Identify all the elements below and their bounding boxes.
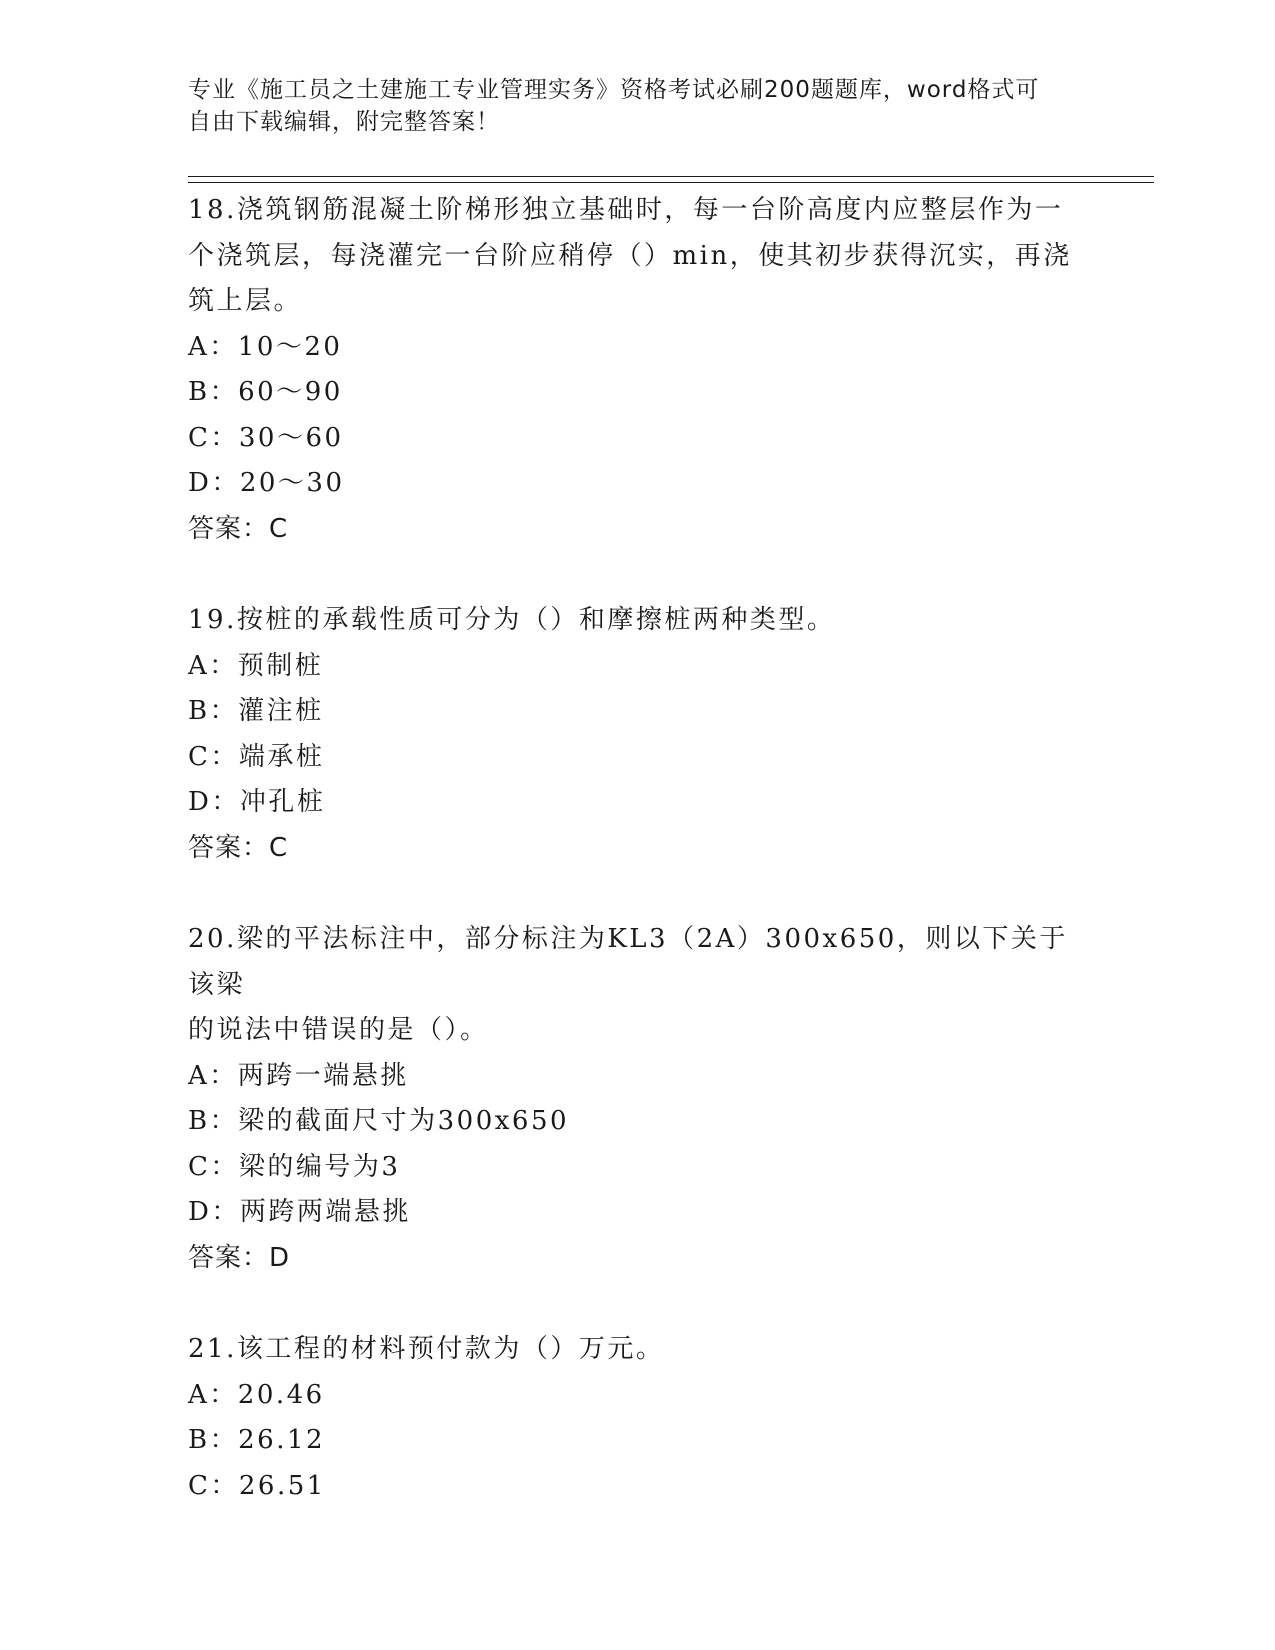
option-c: C：梁的编号为3 [188, 1151, 401, 1182]
header-divider-top [188, 176, 1154, 177]
question-18 [188, 188, 1088, 552]
question-stem-line: 20.梁的平法标注中，部分标注为KL3（2A）300x650，则以下关于该梁 [188, 924, 1068, 1000]
option-c: C：26.51 [188, 1470, 326, 1501]
option-c: C：端承桩 [188, 741, 325, 772]
option-b: B：灌注桩 [188, 696, 324, 726]
question-stem-line: 18.浇筑钢筋混凝土阶梯形独立基础时，每一台阶高度内应整层作为一 [188, 195, 1064, 225]
question-list [188, 188, 1088, 1555]
option-a: A：两跨一端悬挑 [188, 1060, 409, 1091]
option-d: D：冲孔桩 [188, 787, 326, 817]
option-b: B：26.12 [188, 1425, 326, 1455]
question-stem-line: 的说法中错误的是（）。 [188, 1015, 489, 1045]
header-line-1: 专业《施工员之土建施工专业管理实务》资格考试必刷200题题库，word格式可 [188, 77, 1040, 103]
document-header [188, 74, 1088, 138]
header-divider-bottom [188, 182, 1154, 183]
option-b: B：60～90 [188, 377, 343, 407]
question-20 [188, 917, 1088, 1281]
question-stem-line: 21.该工程的材料预付款为（）万元。 [188, 1334, 665, 1364]
question-stem-line: 筑上层。 [188, 286, 303, 316]
header-line-2: 自由下载编辑，附完整答案！ [188, 109, 500, 135]
option-b: B：梁的截面尺寸为300x650 [188, 1106, 570, 1136]
option-d: D：两跨两端悬挑 [188, 1197, 411, 1227]
option-a: A：10～20 [188, 331, 343, 362]
question-19 [188, 598, 1088, 871]
question-stem-line: 19.按桩的承载性质可分为（）和摩擦桩两种类型。 [188, 605, 836, 635]
option-a: A：预制桩 [188, 650, 324, 681]
answer-line: 答案：C [188, 832, 289, 863]
answer-line: 答案：C [188, 513, 289, 544]
option-a: A：20.46 [188, 1379, 325, 1410]
question-stem-line: 个浇筑层，每浇灌完一台阶应稍停（）min，使其初步获得沉实，再浇 [188, 240, 1072, 271]
option-d: D：20～30 [188, 468, 345, 498]
question-21 [188, 1327, 1088, 1509]
answer-line: 答案：D [188, 1242, 291, 1273]
option-c: C：30～60 [188, 422, 344, 453]
